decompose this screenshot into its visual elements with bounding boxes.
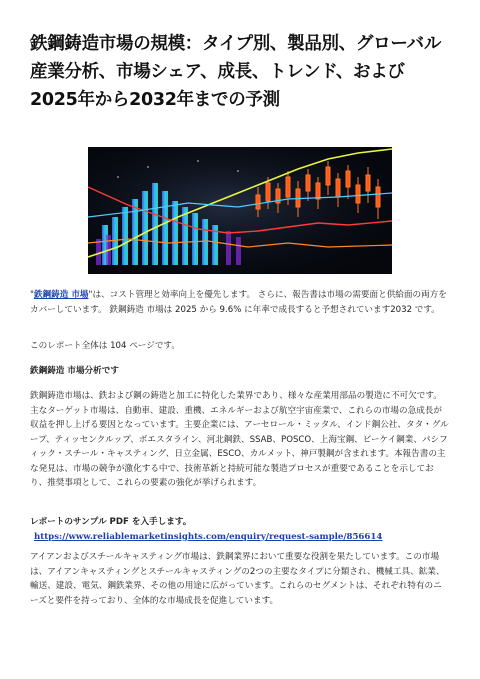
page-count-text: このレポート全体は 104 ページです。 [30,341,180,351]
sample-label: レポートのサンプル PDF を入手します。 [30,517,192,527]
sample-request-block [30,515,450,544]
page-title: 鉄鋼鋳造市場の規模：タイプ別、製品別、グローバル産業分析、市場シェア、成長、トレンド、および2025年から2032年までの予測 [30,34,442,110]
analysis-heading: 鉄鋼鋳造 市場分析です [30,366,119,376]
intro-paragraph [30,288,450,317]
quote-mark: " [30,290,34,300]
intro-text: は、コスト管理と効率向上を優先します。 さらに、報告書は市場の需要面と供給面の両方をカバーしています。 鉄鋼鋳造 市場は 2025 から 9.6% に年率で成長すると予想されています2032 です。 [30,290,447,315]
sample-request-link[interactable]: https://www.reliablemarketinsights.com/enquiry/request-sample/856614 [34,531,383,542]
quote-mark: " [88,290,93,300]
market-keyword-link[interactable]: 鉄鋼鋳造 市場 [33,290,89,300]
closing-paragraph: アイアンおよびスチールキャスティング市場は、鉄鋼業界において重要な役割を果たしています。この市場は、アイアンキャスティングとスチールキャスティングの2つの主要なタイプに分類され、機械工具、鉱業、輸送、建設、電気、鋼鉄業界、その他の用途に広がっています。これらのセグメントは、それぞれ特有のニーズと要件を持っており、全体的な市場成長を促進しています。 [30,552,445,606]
financial-chart-image [88,147,392,274]
analysis-paragraph: 鉄鋼鋳造市場は、鉄および鋼の鋳造と加工に特化した業界であり、様々な産業用部品の製造に不可欠です。主なターゲット市場は、自動車、建設、重機、エネルギーおよび航空宇宙産業で、これらの市場の急成長が収益を押し上げる要因となっています。主要企業には、アーセロール・ミッタル、インド鋼公社、タタ・グループ、ティッセンクルップ、ボエスタライン、河北鋼鉄、SSAB、POSCO、上海宝鋼、ビーケイ鋼業、パシフィック・スチール・キャスティング、日立金属、ESCO、カルメット、神戸製鋼が含まれます。本報告書の主な発見は、市場の競争が激化する中で、技術革新と持続可能な製造プロセスが重要であることを示しており、推奨事項として、これらの要素の強化が挙げられます。 [30,391,449,488]
